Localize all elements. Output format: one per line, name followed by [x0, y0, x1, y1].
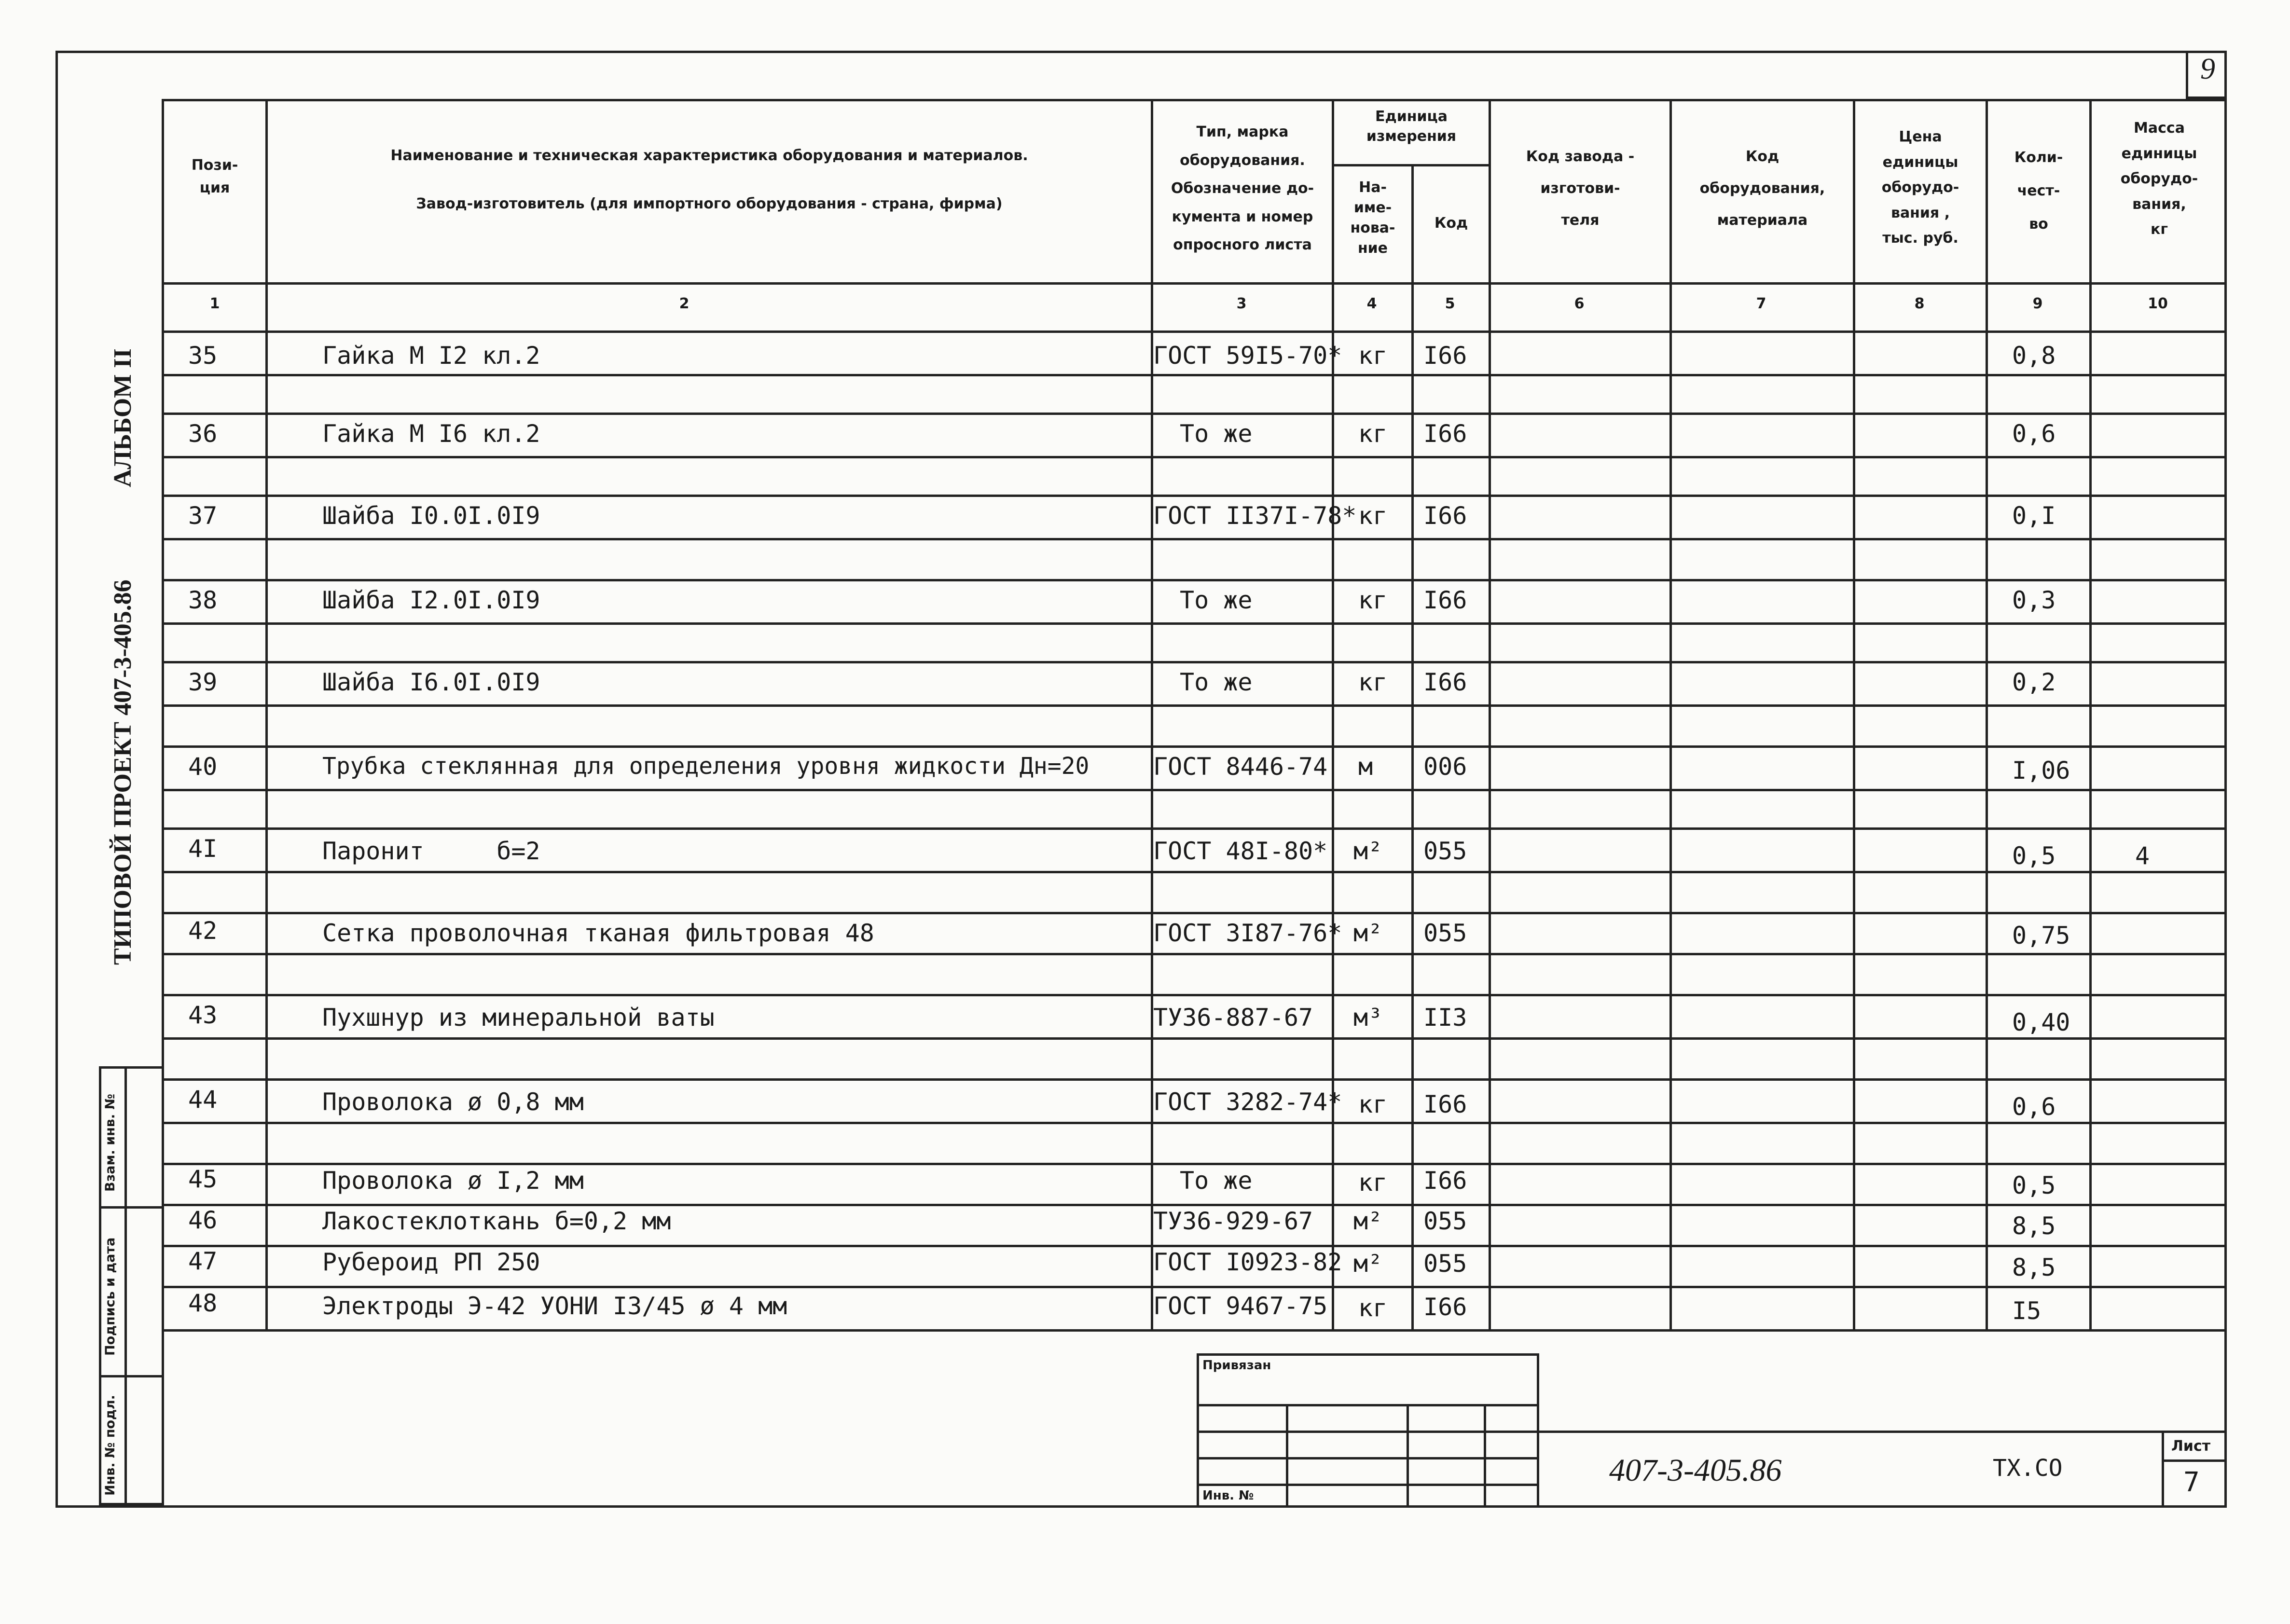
table-row-unit: кг — [1358, 1169, 1388, 1197]
table-row-name: Паронит б=2 — [322, 837, 540, 865]
table-row-code: II3 — [1423, 1004, 1467, 1032]
sheet-label: Лист — [2171, 1438, 2211, 1455]
header-type: Тип, марка оборудования. Обозначение до- кумента и номер опросного листа — [1171, 124, 1314, 253]
inv-label: Инв. № — [1202, 1488, 1254, 1503]
col-num-6: 6 — [1574, 295, 1585, 312]
header-unit-name: На- име- нова- ние — [1350, 179, 1395, 257]
table-row-code: 006 — [1423, 753, 1467, 781]
table-row-name: Шайба I0.0I.0I9 — [322, 502, 540, 530]
table-row-pos: 47 — [188, 1247, 218, 1275]
table-row-qty: 8,5 — [2012, 1212, 2056, 1240]
table-row-qty: 0,6 — [2012, 420, 2056, 448]
table-row-code: I66 — [1423, 1293, 1467, 1321]
table-row-qty: 0,40 — [2012, 1008, 2070, 1036]
table-row-qty: 0,I — [2012, 502, 2056, 530]
table-row-doc: То же — [1180, 420, 1253, 448]
table-row-doc: ТУ36-887-67 — [1153, 1004, 1313, 1032]
table-row-unit: кг — [1358, 420, 1388, 448]
table-row-pos: 4I — [188, 835, 218, 863]
table-row-code: 055 — [1423, 1207, 1467, 1235]
table-row-unit: кг — [1358, 342, 1388, 370]
table-row-unit: м² — [1353, 1250, 1383, 1278]
table-row-name: Электроды Э-42 УОНИ I3/45 ø 4 мм — [322, 1292, 787, 1320]
table-row-code: I66 — [1423, 420, 1467, 448]
corner-number: 9 — [2200, 53, 2215, 85]
table-row-pos: 43 — [188, 1001, 218, 1029]
table-row-unit: кг — [1358, 1294, 1388, 1322]
stamp-label-sign: Подпись и дата — [103, 1237, 118, 1356]
table-row-name: Проволока ø 0,8 мм — [322, 1088, 584, 1116]
table-row-qty: 0,75 — [2012, 922, 2070, 950]
table-row-doc: ГОСТ 3I87-76* — [1153, 919, 1342, 947]
table-row-pos: 45 — [188, 1165, 218, 1193]
header-factory-code: Код завода - изготови- теля — [1526, 148, 1635, 229]
header-name-line1: Наименование и техническая характеристика оборудования и материалов. — [390, 147, 1028, 164]
table-row-doc: То же — [1180, 1167, 1253, 1195]
col-num-9: 9 — [2032, 295, 2043, 312]
table-row-pos: 36 — [188, 420, 218, 448]
table-row-name: Шайба I6.0I.0I9 — [322, 668, 540, 696]
header-price: Цена единицы оборудо- вания , тыс. руб. — [1881, 128, 1959, 247]
table-row-unit: м² — [1353, 919, 1383, 947]
table-row-name: Сетка проволочная тканая фильтровая 48 — [322, 919, 874, 947]
document-code: ТХ.СО — [1993, 1455, 2063, 1482]
table-row-unit: кг — [1358, 502, 1388, 530]
table-row-qty: 0,5 — [2012, 842, 2056, 870]
table-row-pos: 40 — [188, 753, 218, 781]
header-name-line2: Завод-изготовитель (для импортного оборудования - страна, фирма) — [416, 195, 1003, 212]
table-row-pos: 46 — [188, 1206, 218, 1234]
table-row-pos: 39 — [188, 668, 218, 696]
attached-label: Привязан — [1202, 1358, 1271, 1373]
table-row-pos: 42 — [188, 917, 218, 945]
header-unit-code: Код — [1434, 215, 1468, 232]
table-row-unit: кг — [1358, 1090, 1388, 1118]
col-num-5: 5 — [1445, 295, 1455, 312]
table-row-mass: 4 — [2135, 842, 2150, 870]
table-row-doc: ГОСТ I0923-82 — [1153, 1248, 1342, 1276]
table-row-doc: ГОСТ 3282-74* — [1153, 1088, 1342, 1116]
col-num-10: 10 — [2148, 295, 2168, 312]
table-row-name: Лакостеклоткань б=0,2 мм — [322, 1207, 671, 1235]
table-row-pos: 35 — [188, 342, 218, 370]
table-row-name: Проволока ø I,2 мм — [322, 1167, 584, 1195]
table-row-pos: 38 — [188, 586, 218, 614]
table-row-code: I66 — [1423, 1090, 1467, 1118]
table-row-doc: ГОСТ 9467-75 — [1153, 1292, 1328, 1320]
stamp-label-replace: Взам. инв. № — [103, 1093, 118, 1192]
table-row-code: I66 — [1423, 342, 1467, 370]
table-row-doc: ГОСТ 8446-74 — [1153, 753, 1328, 781]
table-row-code: 055 — [1423, 837, 1467, 865]
table-row-pos: 48 — [188, 1289, 218, 1317]
table-row-unit: м² — [1353, 1207, 1383, 1235]
table-row-unit: м³ — [1353, 1004, 1383, 1032]
project-label: ТИПОВОЙ ПРОЕКТ 407-3-405.86 — [109, 579, 137, 965]
table-row-doc: ГОСТ 48I-80* — [1153, 837, 1328, 865]
table-row-doc: ГОСТ 59I5-70* — [1153, 342, 1342, 370]
table-row-qty: I,06 — [2012, 757, 2070, 784]
table-row-doc: ТУ36-929-67 — [1153, 1207, 1313, 1235]
table-row-name: Рубероид РП 250 — [322, 1248, 540, 1276]
table-row-doc: То же — [1180, 668, 1253, 696]
table-row-pos: 44 — [188, 1086, 218, 1114]
table-row-qty: 0,6 — [2012, 1093, 2056, 1121]
table-row-code: 055 — [1423, 1250, 1467, 1278]
col-num-2: 2 — [679, 295, 690, 312]
col-num-8: 8 — [1914, 295, 1925, 312]
sheet-number: 7 — [2183, 1467, 2200, 1498]
header-qty: Коли- чест- во — [2014, 149, 2063, 233]
table-row-code: I66 — [1423, 1167, 1467, 1195]
table-row-name: Гайка М I6 кл.2 — [322, 420, 540, 448]
header-mass: Масса единицы оборудо- вания, кг — [2120, 120, 2198, 238]
table-row-name: Пухшнур из минеральной ваты — [322, 1004, 715, 1032]
table-row-unit: м² — [1353, 837, 1383, 865]
header-unit-group: Единица измерения — [1366, 108, 1457, 145]
table-row-qty: 0,3 — [2012, 586, 2056, 614]
table-row-qty: 0,8 — [2012, 342, 2056, 370]
col-num-1: 1 — [209, 295, 220, 312]
table-row-doc: ГОСТ II37I-78* — [1153, 502, 1357, 530]
table-row-name: Гайка М I2 кл.2 — [322, 342, 540, 370]
table-row-unit: кг — [1358, 586, 1388, 614]
table-row-qty: I5 — [2012, 1297, 2042, 1325]
table-row-code: I66 — [1423, 668, 1467, 696]
stamp-label-inv: Инв. № подл. — [103, 1395, 118, 1496]
designation: 407-3-405.86 — [1609, 1453, 1782, 1488]
table-row-unit: м — [1358, 753, 1373, 781]
col-num-4: 4 — [1366, 295, 1377, 312]
table-row-doc: То же — [1180, 586, 1253, 614]
table-row-qty: 8,5 — [2012, 1253, 2056, 1281]
table-row-pos: 37 — [188, 502, 218, 530]
table-row-code: I66 — [1423, 586, 1467, 614]
header-position: Пози- ция — [191, 157, 238, 196]
col-num-3: 3 — [1236, 295, 1247, 312]
table-row-code: I66 — [1423, 502, 1467, 530]
header-equip-code: Код оборудования, материала — [1699, 148, 1825, 229]
album-label: АЛЬБОМ II — [109, 348, 137, 487]
table-row-code: 055 — [1423, 919, 1467, 947]
table-row-qty: 0,5 — [2012, 1171, 2056, 1199]
table-row-name: Шайба I2.0I.0I9 — [322, 586, 540, 614]
table-row-unit: кг — [1358, 668, 1388, 696]
table-row-name: Трубка стеклянная для определения уровня жидкости Дн=20 — [322, 753, 1090, 780]
col-num-7: 7 — [1756, 295, 1766, 312]
table-row-qty: 0,2 — [2012, 668, 2056, 696]
